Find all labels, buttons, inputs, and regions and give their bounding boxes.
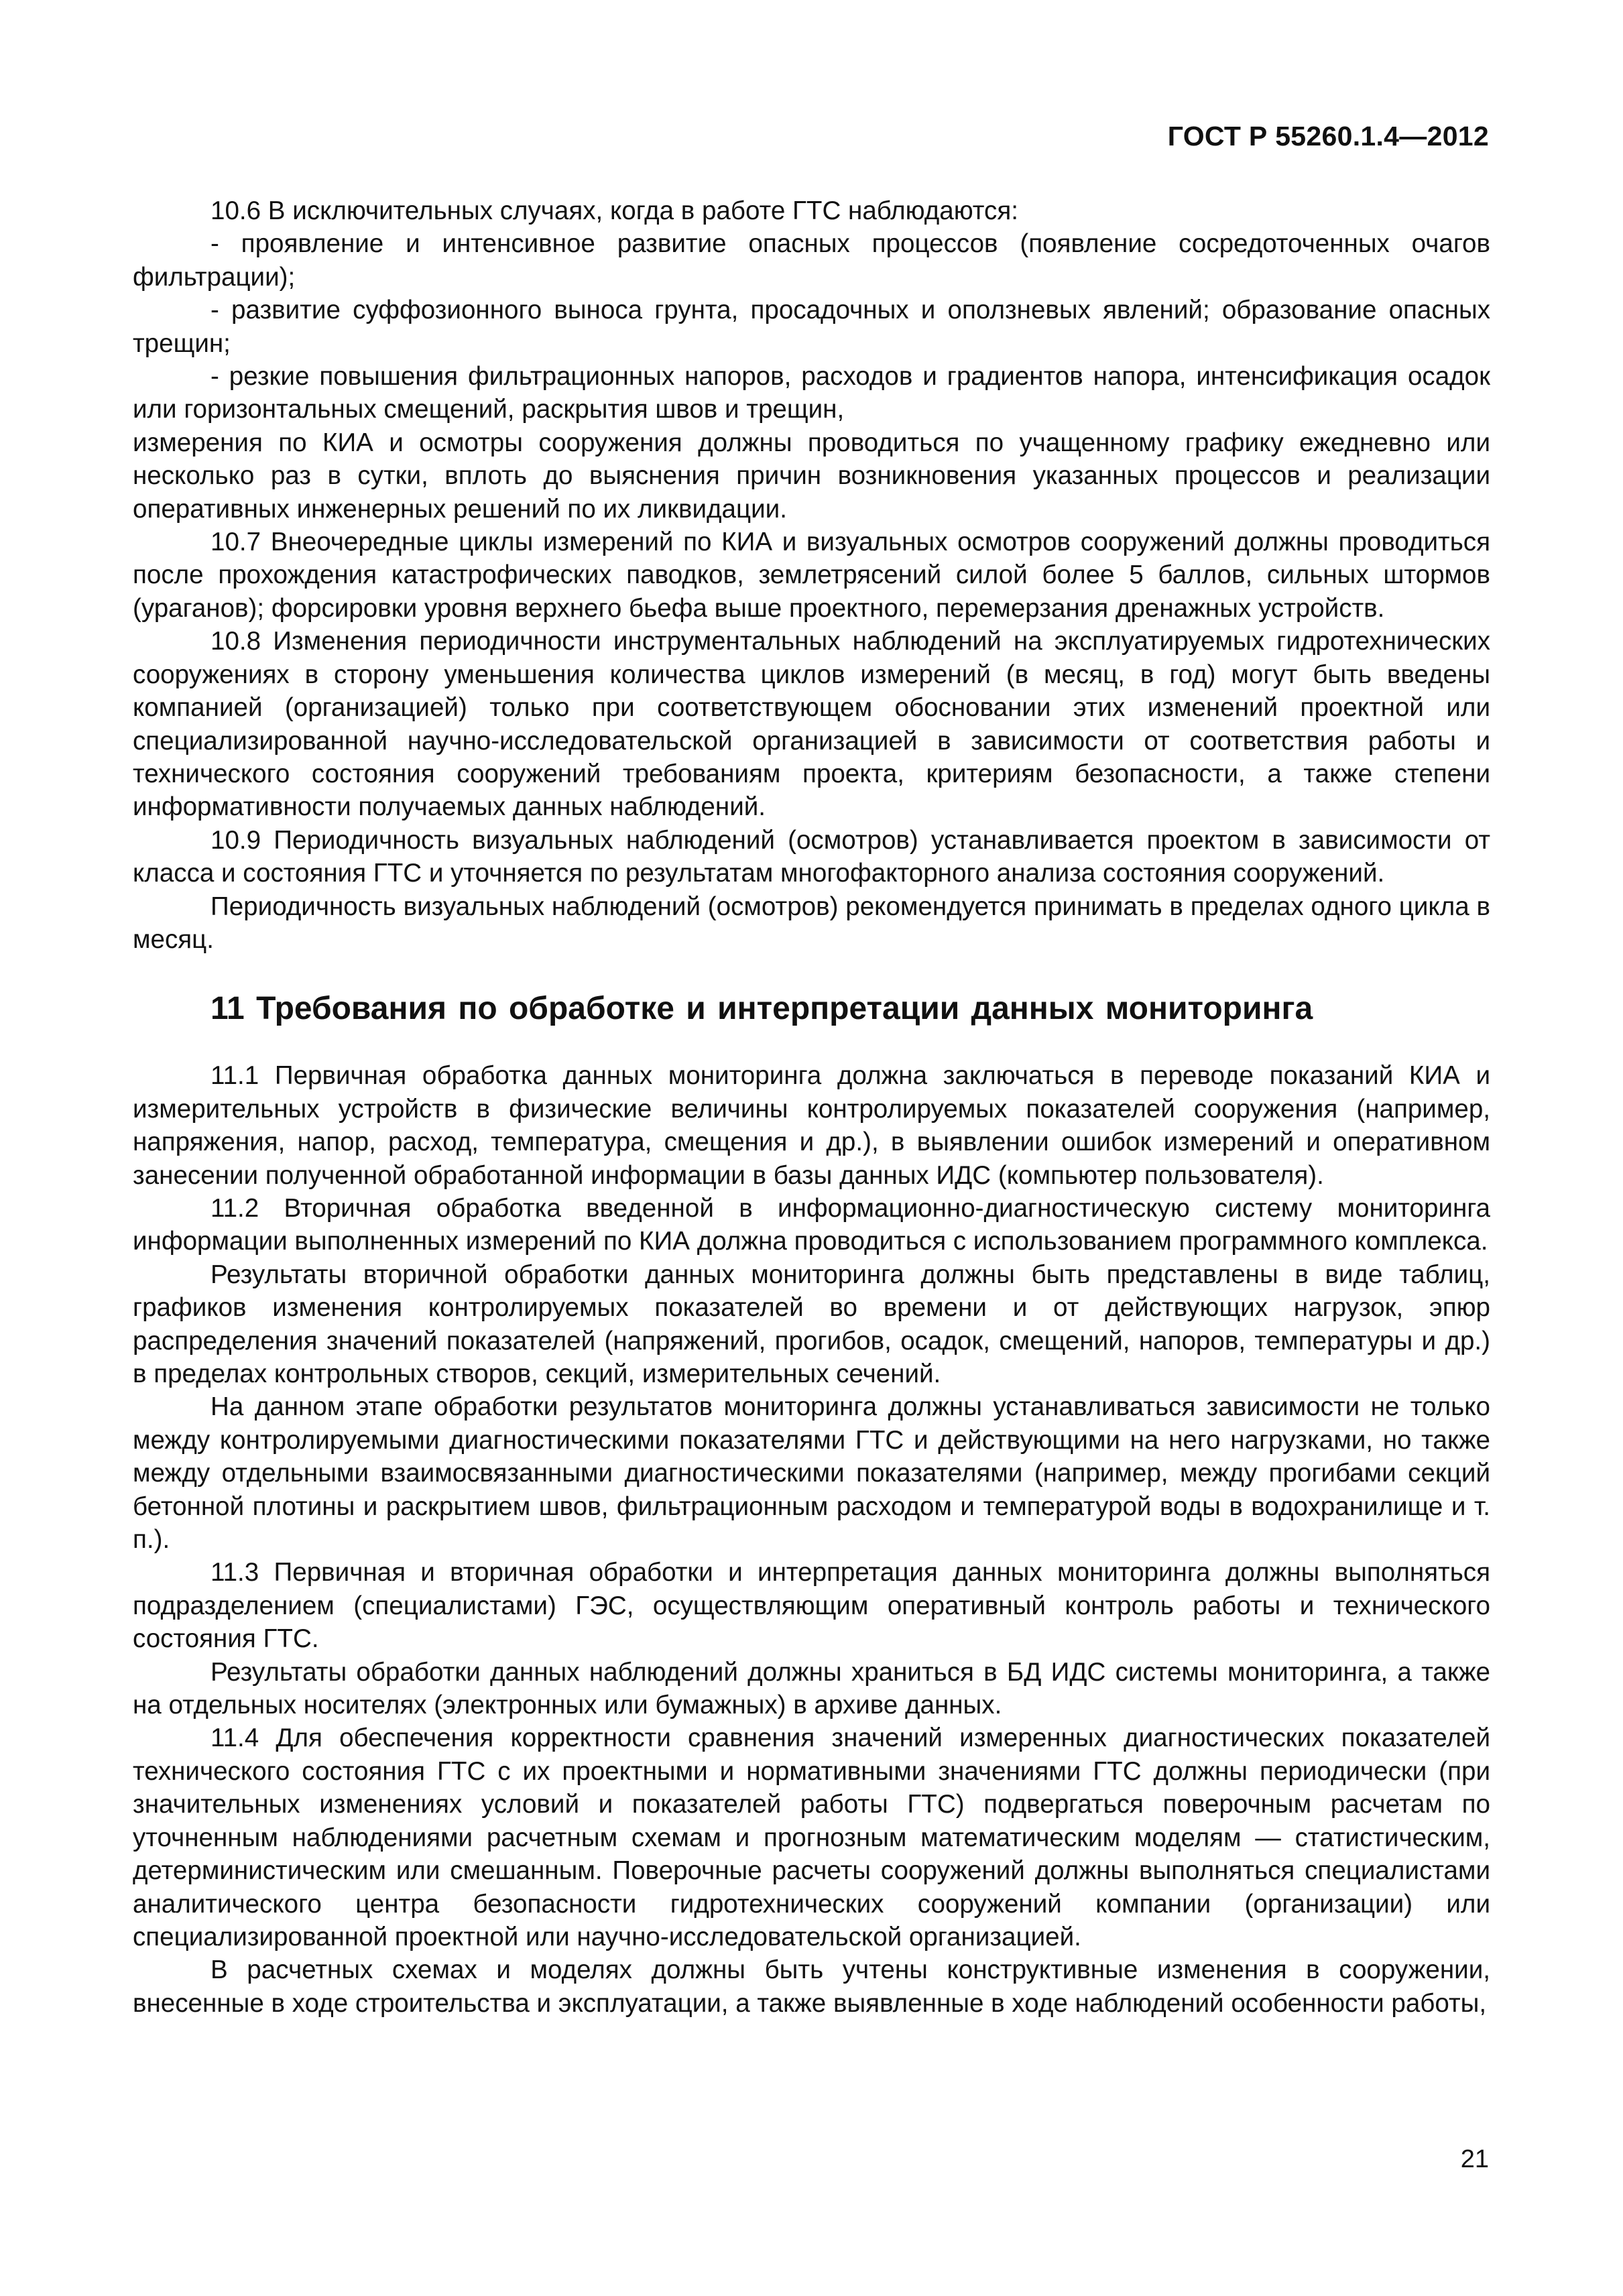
paragraph-10-9: 10.9 Периодичность визуальных наблюдений (осмотров) устанавливается проектом в зависимости от класса и состояния ГТС и уточняется по результатам многофакторного анализа состояния сооружений. bbox=[133, 825, 1490, 888]
paragraph-data-storage: Результаты обработки данных наблюдений должны храниться в БД ИДС системы мониторинга, а также на отдельных носителях (электронных или бумажных) в архиве данных. bbox=[133, 1657, 1490, 1720]
list-item-filtration: - проявление и интенсивное развитие опасных процессов (появление сосредоточенных очагов фильтрации); bbox=[133, 229, 1490, 292]
list-item-suffosion: - развитие суффозионного выноса грунта, просадочных и оползневых явлений; образование опасных трещин; bbox=[133, 296, 1490, 358]
paragraph-11-1: 11.1 Первичная обработка данных мониторинга должна заключаться в переводе показаний КИА и измерительных устройств в физические величины контролируемых показателей сооружения (например, напряжения, напор, расход, температура, смещения и др.), в выявлении ошибок измерений и оперативном занесении полученной обработанной информации в базы данных ИДС (компьютер пользователя). bbox=[133, 1061, 1490, 1190]
section-11-title: 11 Требования по обработке и интерпретации данных мониторинга bbox=[211, 991, 1313, 1027]
standard-code-header: ГОСТ Р 55260.1.4—2012 bbox=[1167, 121, 1489, 152]
document-body bbox=[133, 194, 1490, 2020]
paragraph-11-4: 11.4 Для обеспечения корректности сравнения значений измеренных диагностических показателей технического состояния ГТС с их проектными и нормативными значениями ГТС должны периодически (при значительных изменениях условий и показателей работы ГТС) подвергаться поверочным расчетам по уточненным наблюдениями расчетным схемам и прогнозным математическим моделям — статистическим, детерминистическим или смешанным. Поверочные расчеты сооружений должны выполняться специалистами аналитического центра безопасности гидротехнических сооружений компании (организации) или специализированной проектной или научно-исследовательской организацией. bbox=[133, 1724, 1490, 1951]
paragraph-11-3: 11.3 Первичная и вторичная обработки и интерпретация данных мониторинга должны выполняться подразделением (специалистами) ГЭС, осуществляющим оперативный контроль работы и технического состояния ГТС. bbox=[133, 1558, 1490, 1654]
list-item-pressure-increase: - резкие повышения фильтрационных напоров, расходов и градиентов напора, интенсификация осадок или горизонтальных смещений, раскрытия швов и трещин, bbox=[133, 362, 1490, 424]
paragraph-dependencies: На данном этапе обработки результатов мониторинга должны устанавливаться зависимости не только между контролируемыми диагностическими показателями ГТС и действующими на него нагрузками, но также между отдельными взаимосвязанными диагностическими показателями (например, между прогибами секций бетонной плотины и раскрытием швов, фильтрационным расходом и температурой воды в водохранилище и т. п.). bbox=[133, 1392, 1490, 1555]
paragraph-11-2: 11.2 Вторичная обработка введенной в информационно-диагностическую систему мониторинга информации выполненных измерений по КИА должна проводиться с использованием программного комплекса. bbox=[133, 1193, 1490, 1256]
paragraph-secondary-results: Результаты вторичной обработки данных мониторинга должны быть представлены в виде таблиц, графиков изменения контролируемых показателей во времени и от действующих нагрузок, эпюр распределения значений показателей (напряжений, прогибов, осадок, смещений, напоров, температуры и др.) в пределах контрольных створов, секций, измерительных сечений. bbox=[133, 1260, 1490, 1388]
paragraph-measurement-schedule: измерения по КИА и осмотры сооружения должны проводиться по учащенному графику ежедневно или несколько раз в сутки, вплоть до выяснения причин возникновения указанных процессов и реализации оперативных инженерных решений по их ликвидации. bbox=[133, 428, 1490, 524]
paragraph-10-7: 10.7 Внеочередные циклы измерений по КИА и визуальных осмотров сооружений должны проводиться после прохождения катастрофических паводков, землетрясений силой более 5 баллов, сильных штормов (ураганов); форсировки уровня верхнего бьефа выше проектного, перемерзания дренажных устройств. bbox=[133, 528, 1490, 623]
paragraph-10-6: 10.6 В исключительных случаях, когда в работе ГТС наблюдаются: bbox=[211, 196, 1018, 225]
paragraph-visual-periodicity: Периодичность визуальных наблюдений (осмотров) рекомендуется принимать в пределах одного цикла в месяц. bbox=[133, 892, 1490, 954]
paragraph-calculation-models: В расчетных схемах и моделях должны быть учтены конструктивные изменения в сооружении, внесенные в ходе строительства и эксплуатации, а также выявленные в ходе наблюдений особенности работы, bbox=[133, 1955, 1490, 2018]
paragraph-10-8: 10.8 Изменения периодичности инструментальных наблюдений на эксплуатируемых гидротехнических сооружениях в сторону уменьшения количества циклов измерений (в месяц, в год) могут быть введены компанией (организацией) только при соответствующем обосновании этих изменений проектной или специализированной научно-исследовательской организацией в зависимости от соответствия работы и технического состояния сооружений требованиям проекта, критериям безопасности, а также степени информативности получаемых данных наблюдений. bbox=[133, 627, 1490, 822]
page-number: 21 bbox=[1460, 2145, 1489, 2173]
